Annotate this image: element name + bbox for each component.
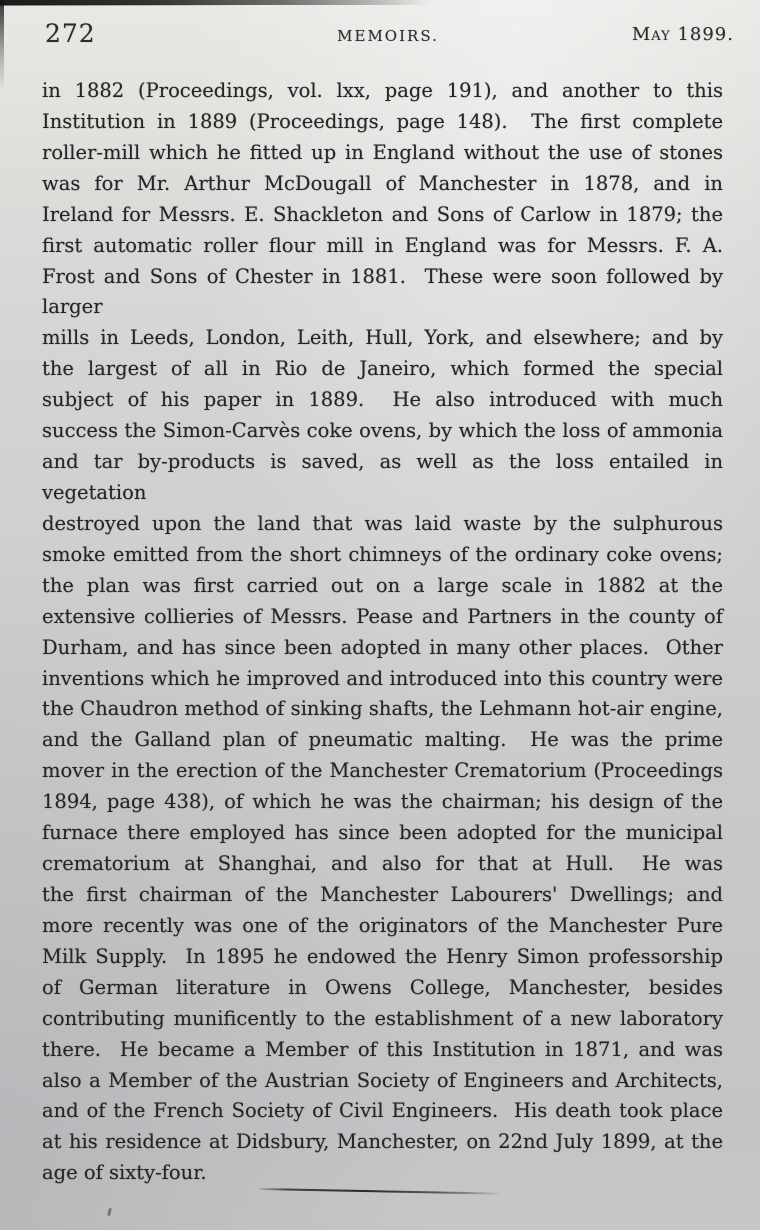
running-title: MEMOIRS.: [337, 27, 439, 45]
photo-edge-left: [0, 0, 4, 90]
text-line: mills in Leeds, London, Leith, Hull, York, and elsewhere; and by: [42, 326, 723, 350]
text-line: Ireland for Messrs. E. Shackleton and Sons of Carlow in 1879; the: [42, 202, 723, 226]
text-line: inventions which he improved and introduced into this country were: [42, 666, 723, 690]
text-line: the first chairman of the Manchester Labourers' Dwellings; and: [42, 882, 723, 906]
text-line: and the Galland plan of pneumatic malting. He was the prime: [42, 728, 723, 752]
ink-speck: [107, 1208, 112, 1216]
page-header: [42, 18, 734, 52]
text-line: in 1882 (Proceedings, vol. lxx, page 191), and another to this: [42, 79, 723, 102]
text-line: was for Mr. Arthur McDougall of Manchester in 1878, and in: [42, 171, 723, 195]
text-line: subject of his paper in 1889. He also introduced with much: [42, 388, 723, 412]
text-line: 1894, page 438), of which he was the chairman; his design of the: [42, 790, 723, 814]
text-line: also a Member of the Austrian Society of Engineers and Architects,: [42, 1068, 723, 1092]
photo-edge-top-shadow: [0, 4, 250, 6]
text-line: of German literature in Owens College, Manchester, besides: [42, 975, 723, 999]
text-line: success the Simon-Carvès coke ovens, by which the loss of ammonia: [42, 419, 723, 443]
text-line: the plan was first carried out on a large scale in 1882 at the: [42, 573, 723, 597]
text-line: the Chaudron method of sinking shafts, the Lehmann hot-air engine,: [42, 697, 723, 721]
text-line: Frost and Sons of Chester in 1881. These were soon followed by larger: [42, 264, 730, 319]
text-line: contributing munificently to the establishment of a new laboratory: [42, 1006, 723, 1030]
text-line: destroyed upon the land that was laid waste by the sulphurous: [42, 511, 723, 535]
text-line: furnace there employed has since been adopted for the municipal: [42, 821, 723, 845]
text-line: first automatic roller flour mill in England was for Messrs. F. A.: [42, 233, 723, 257]
text-line: crematorium at Shanghai, and also for that at Hull. He was: [42, 852, 723, 876]
text-line: mover in the erection of the Manchester Crematorium (Proceedings: [42, 759, 723, 783]
text-line: roller-mill which he fitted up in England without the use of stones: [42, 140, 723, 164]
text-line: more recently was one of the originators of the Manchester Pure: [42, 913, 723, 937]
page-number: 272: [45, 19, 96, 48]
text-line: smoke emitted from the short chimneys of the ordinary coke ovens;: [42, 542, 723, 566]
text-line: Milk Supply. In 1895 he endowed the Henry Simon professorship: [42, 944, 723, 968]
text-line: and tar by-products is saved, as well as the loss entailed in vegetation: [42, 450, 730, 504]
text-line: the largest of all in Rio de Janeiro, which formed the special: [42, 357, 723, 381]
text-line: and of the French Society of Civil Engineers. His death took place: [42, 1099, 723, 1123]
text-line: age of sixty-four.: [42, 1161, 207, 1185]
body-text: [42, 76, 730, 1189]
text-line: Durham, and has since been adopted in many other places. Other: [42, 635, 723, 659]
text-line: at his residence at Didsbury, Manchester, on 22nd July 1899, at the: [42, 1130, 723, 1154]
text-line: extensive collieries of Messrs. Pease and Partners in the county of: [42, 604, 723, 628]
text-line: there. He became a Member of this Institution in 1871, and was: [42, 1037, 723, 1061]
text-line: Institution in 1889 (Proceedings, page 148). The first complete: [42, 109, 723, 133]
issue-date: May 1899.: [631, 24, 734, 45]
